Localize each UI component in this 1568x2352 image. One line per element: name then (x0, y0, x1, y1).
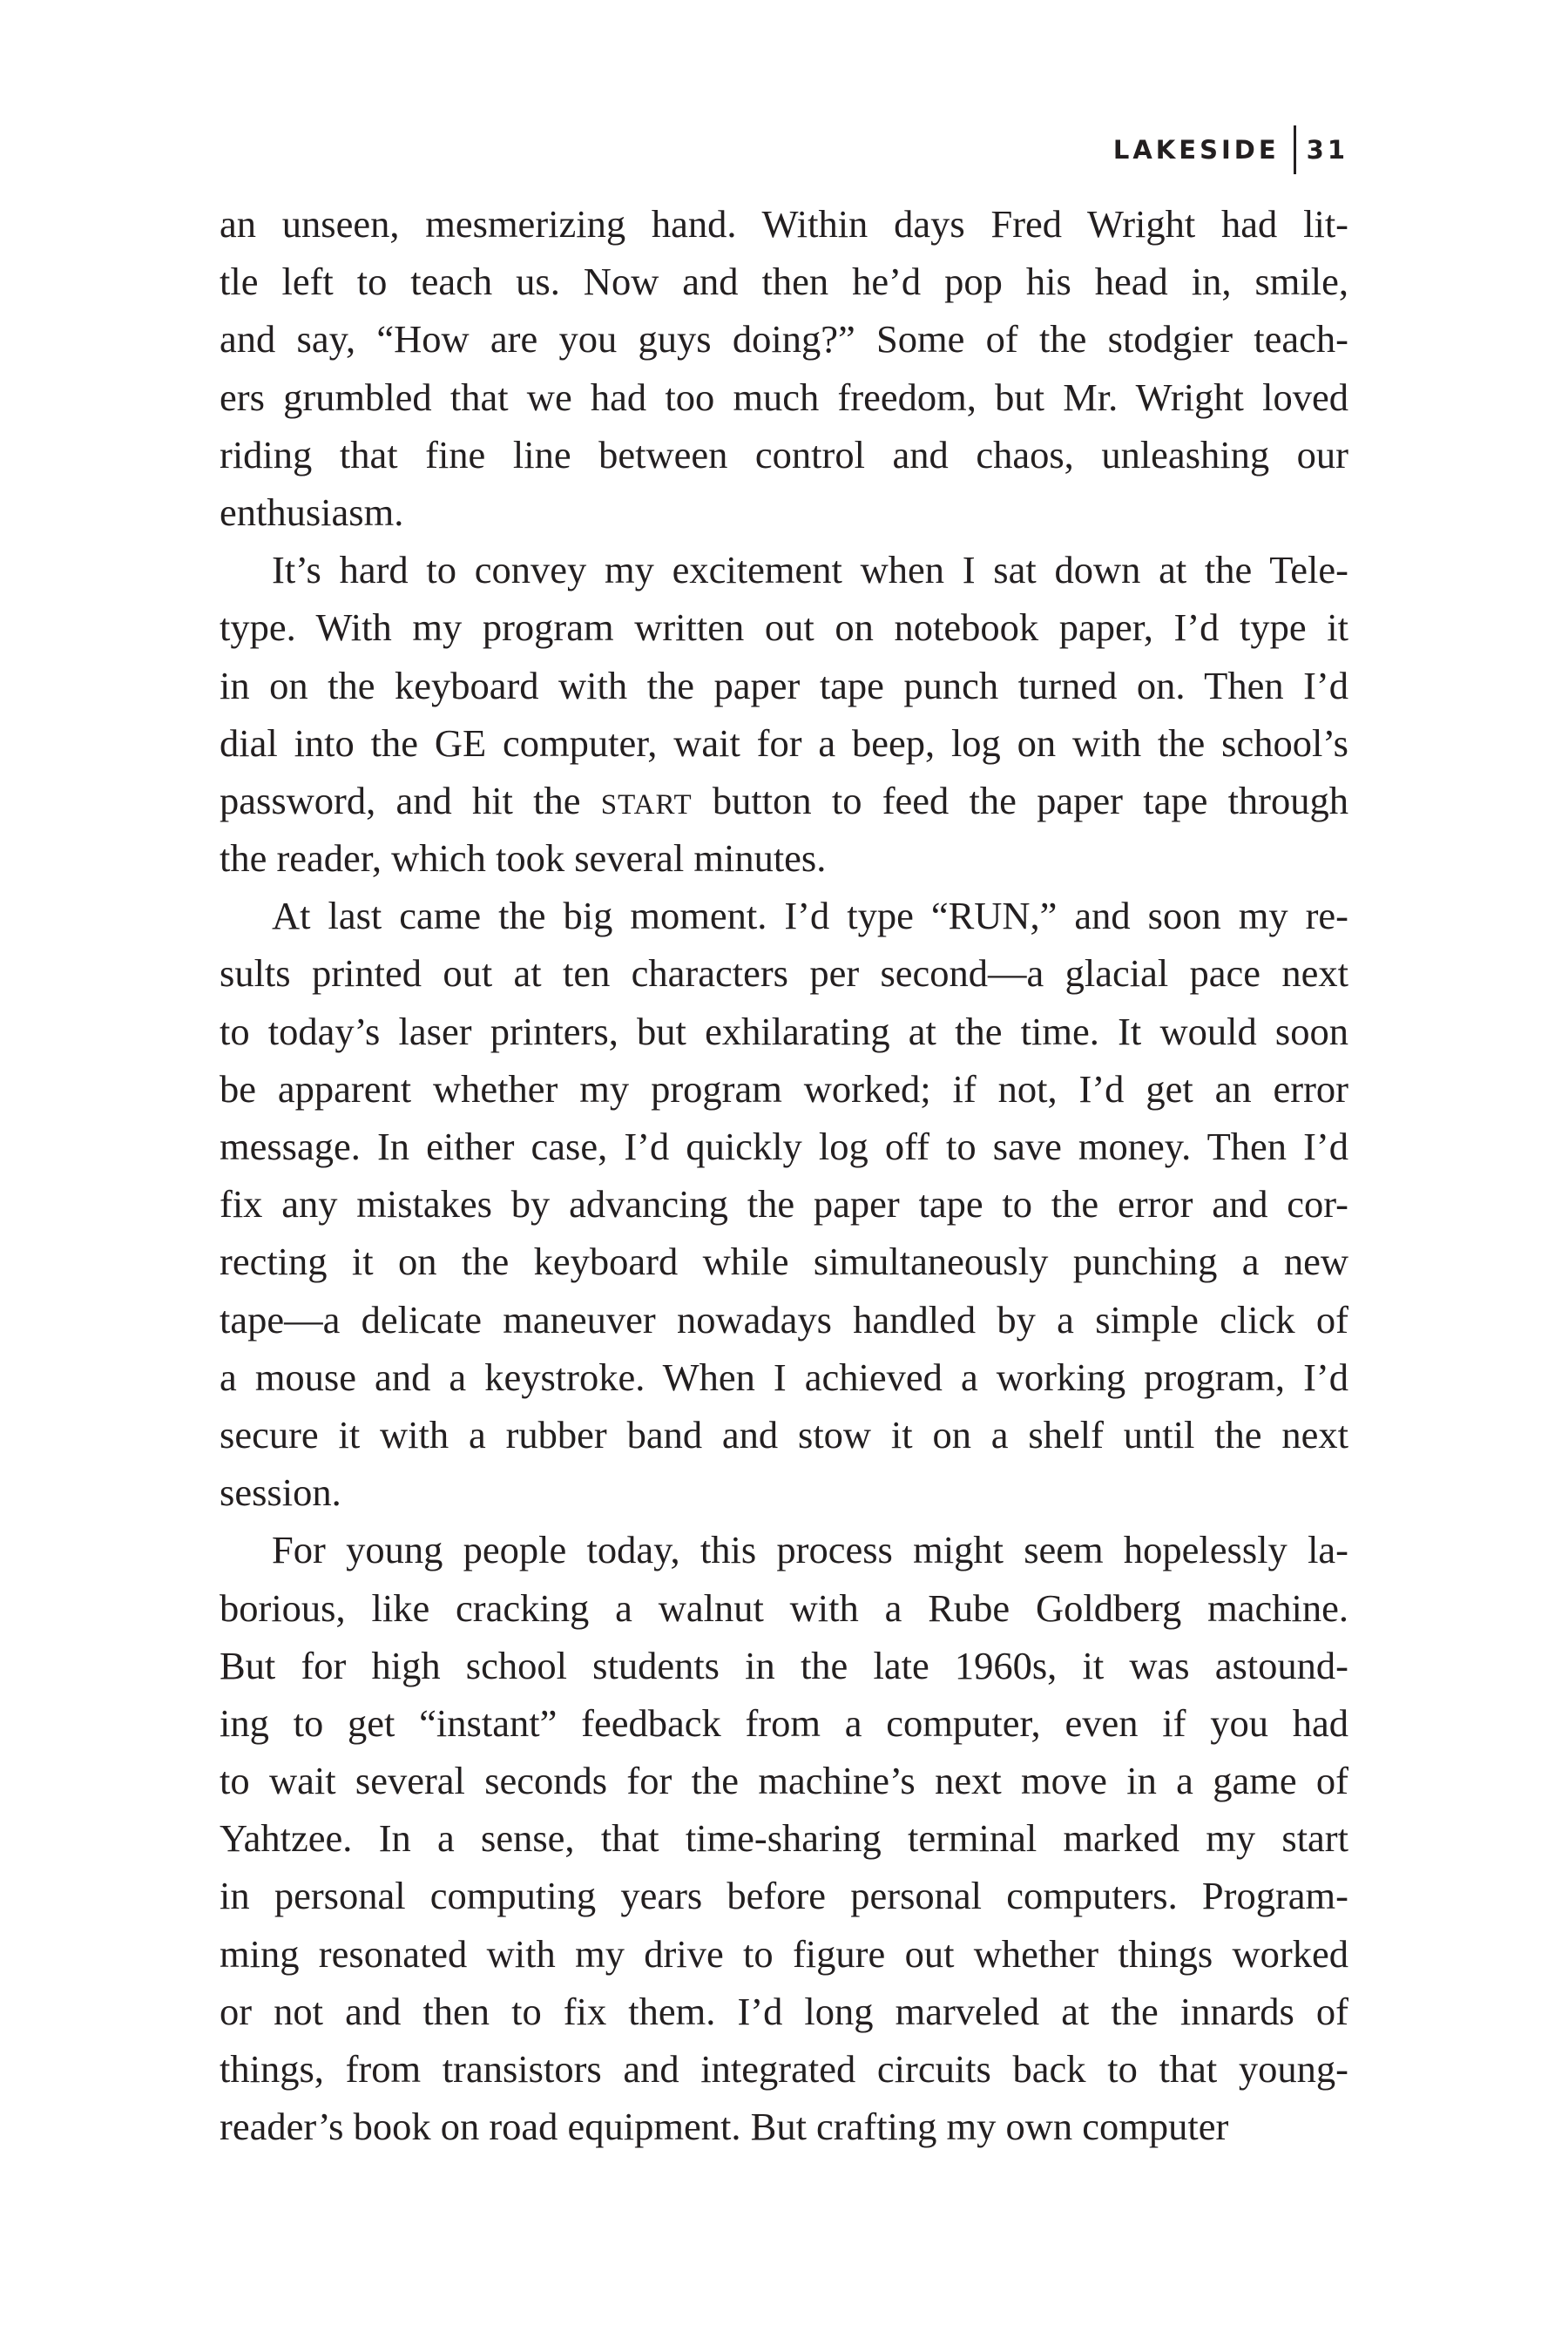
text-line: Yahtzee. In a sense, that time-sharing terminal marked my start (220, 1816, 1348, 1861)
text-line: type. With my program written out on notebook paper, I’d type it (220, 605, 1348, 650)
running-head (1113, 124, 1348, 176)
text-line: tape—a delicate maneuver nowadays handled by a simple click of (220, 1297, 1348, 1342)
text-line: fix any mistakes by advancing the paper tape to the error and cor- (220, 1182, 1348, 1227)
running-title: LAKESIDE (1112, 135, 1280, 165)
text-line: For young people today, this process might seem hopelessly la- (272, 1528, 1348, 1572)
text-line: secure it with a rubber band and stow it on a shelf until the next (220, 1412, 1348, 1456)
text-line: to wait several seconds for the machine’s next move in a game of (220, 1759, 1348, 1803)
text-line: a mouse and a keystroke. When I achieved a working program, I’d (220, 1355, 1348, 1399)
text-line: sults printed out at ten characters per second—a glacial pace next (220, 951, 1348, 996)
text-line: reader’s book on road equipment. But crafting my own computer (220, 2105, 1229, 2149)
paragraph (220, 1521, 1348, 2155)
text-line: an unseen, mesmerizing hand. Within days Fred Wright had lit- (220, 202, 1348, 246)
text-line (220, 772, 1348, 829)
paragraph (220, 195, 1348, 541)
text-line: ers grumbled that we had too much freedom, but Mr. Wright loved (220, 375, 1348, 419)
small-caps-word: START (600, 788, 693, 821)
text-line: in personal computing years before personal computers. Program- (220, 1874, 1348, 1918)
text-run: password, and hit the (220, 778, 601, 822)
text-line: the reader, which took several minutes. (220, 836, 827, 881)
text-line: tle left to teach us. Now and then he’d pop his head in, smile, (220, 260, 1348, 304)
text-line: things, from transistors and integrated circuits back to that young- (220, 2047, 1348, 2091)
paragraph (220, 887, 1348, 1521)
text-line: in on the keyboard with the paper tape punch turned on. Then I’d (220, 663, 1348, 707)
text-line: session. (220, 1470, 341, 1515)
text-run: button to feed the paper tape through (692, 778, 1348, 822)
page-number: 31 (1306, 135, 1348, 165)
text-line: At last came the big moment. I’d type “RUN,” and soon my re- (272, 894, 1348, 938)
text-line: message. In either case, I’d quickly log off to save money. Then I’d (220, 1125, 1348, 1168)
text-line: ing to get “instant” feedback from a computer, even if you had (220, 1700, 1348, 1745)
text-line: enthusiasm. (220, 490, 404, 534)
body-text (220, 195, 1348, 2155)
header-divider (1294, 125, 1296, 174)
text-line: riding that fine line between control and chaos, unleashing our (220, 432, 1348, 476)
text-line: or not and then to fix them. I’d long marveled at the innards of (220, 1989, 1348, 2033)
text-line: But for high school students in the late 1960s, it was astound- (220, 1643, 1348, 1687)
text-line: It’s hard to convey my excitement when I sat down at the Tele- (272, 548, 1348, 592)
text-line: borious, like cracking a walnut with a Rube Goldberg machine. (220, 1585, 1348, 1630)
paragraph (220, 541, 1348, 887)
text-line: to today’s laser printers, but exhilarating at the time. It would soon (220, 1009, 1348, 1053)
text-line: be apparent whether my program worked; if not, I’d get an error (220, 1066, 1348, 1111)
text-line: ming resonated with my drive to figure out whether things worked (220, 1931, 1348, 1976)
text-line: dial into the GE computer, wait for a beep, log on with the school’s (220, 720, 1348, 765)
text-line: recting it on the keyboard while simultaneously punching a new (220, 1240, 1348, 1284)
text-line: and say, “How are you guys doing?” Some of the stodgier teach- (220, 317, 1348, 362)
